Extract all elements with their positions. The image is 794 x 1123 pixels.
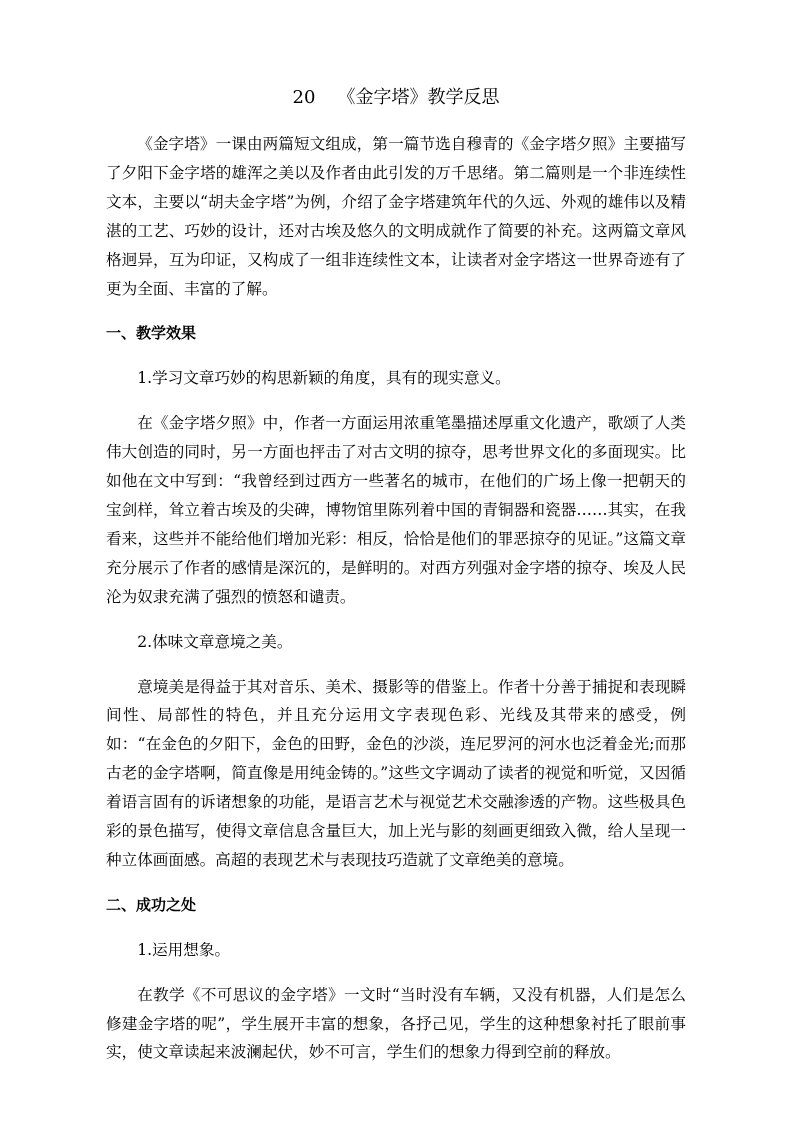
body-paragraph-1: 在《金字塔夕照》中，作者一方面运用浓重笔墨描述厚重文化遗产，歌颂了人类伟大创造的同时，另一方面也抨击了对古文明的掠夺，思考世界文化的多面现实。比如他在文中写到：“我曾经到过西方一些著名的城市，在他们的广场上像一把朝天的宝剑样，耸立着古埃及的尖碑，博物馆里陈列着中国的青铜器和瓷器……其实，在我看来，这些并不能给他们增加光彩：相反，恰恰是他们的罪恶掠夺的见证。”这篇文章充分展示了作者的感情是深沉的，是鲜明的。对西方列强对金字塔的掠夺、埃及人民沦为奴隶充满了强烈的愤怒和谴责。 [106,414,686,606]
title-text: 《金字塔》教学反思 [337,87,500,108]
body-paragraph-2: 意境美是得益于其对音乐、美术、摄影等的借鉴上。作者十分善于捕捉和表现瞬间性、局部性的特色，并且充分运用文字表现色彩、光线及其带来的感受，例如：“在金色的夕阳下，金色的田野，金色的沙淡，连尼罗河的河水也泛着金光;而那古老的金字塔啊，简直像是用纯金铸的。”这些文字调动了读者的视觉和听觉，又因循着语言固有的诉诸想象的功能，是语言艺术与视觉艺术交融渗透的产物。这些极具色彩的景色描写，使得文章信息含量巨大，加上光与影的刻画更细致入微，给人呈现一种立体画面感。高超的表现艺术与表现技巧造就了文章绝美的意境。 [106,677,686,869]
point-heading-3: 1.运用想象。 [137,940,231,959]
title-number: 20 [292,87,316,108]
body-paragraph-3: 在教学《不可思议的金字塔》一文时“当时没有车辆，又没有机器，人们是怎么修建金字塔的呢”，学生展开丰富的想象，各抒己见，学生的这种想象衬托了眼前事实，使文章读起来波澜起伏，妙不可言，学生们的想象力得到空前的释放。 [106,985,686,1062]
section-heading-success: 二、成功之处 [106,895,197,914]
section-heading-teaching-effect: 一、教学效果 [106,324,197,343]
document-content [106,82,686,1083]
intro-paragraph: 《金字塔》一课由两篇短文组成，第一篇节选自穆青的《金字塔夕照》主要描写了夕阳下金字塔的雄浑之美以及作者由此引发的万千思绪。第二篇则是一个非连续性文本，主要以“胡夫金字塔”为例，介绍了金字塔建筑年代的久远、外观的雄伟以及精湛的工艺、巧妙的设计，还对古埃及悠久的文明成就作了简要的补充。这两篇文章风格迥异，互为印证，又构成了一组非连续性文本，让读者对金字塔这一世界奇迹有了更为全面、丰富的了解。 [106,135,686,298]
point-heading-1: 1.学习文章巧妙的构思新颖的角度，具有的现实意义。 [137,369,511,388]
point-heading-2: 2.体味文章意境之美。 [137,632,293,651]
page-title [106,82,686,114]
